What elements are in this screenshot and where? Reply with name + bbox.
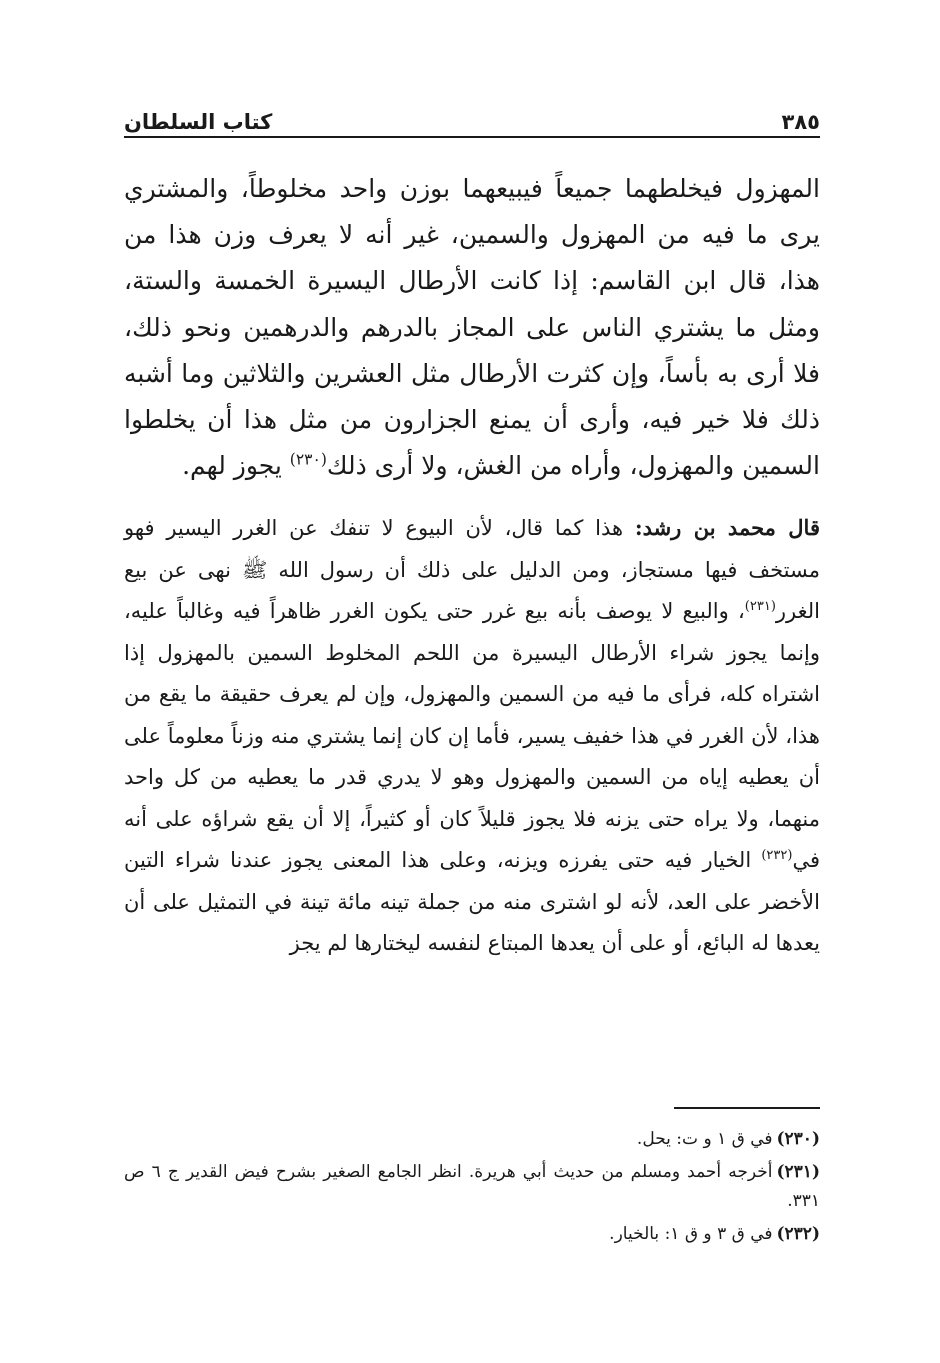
paragraph-2-lead: قال محمد بن رشد: xyxy=(634,515,820,541)
paragraph-2 xyxy=(124,507,820,965)
paragraph-2-text-a: هذا كما قال، لأن البيوع لا تنفك عن الغرر اليسير فهو مستخف فيها مستجاز، ومن الدليل على ذلك أن رسول الله ﷺ نهى عن بيع الغرر xyxy=(124,516,820,624)
footnote-ref-231: (٢٣١) xyxy=(744,599,776,615)
footnote-ref-230: (٢٣٠) xyxy=(289,450,327,469)
footnote-231 xyxy=(124,1158,820,1216)
footnote-text: أخرجه أحمد ومسلم من حديث أبي هريرة. انظر الجامع الصغير بشرح فيض القدير ج ٦ ص ٣٣١. xyxy=(124,1162,820,1211)
footnote-text: في ق ٣ و ق ١: بالخيار. xyxy=(609,1224,773,1244)
footnote-230 xyxy=(124,1125,820,1154)
body-text xyxy=(124,166,820,965)
footnote-number: (٢٣٢) xyxy=(776,1224,820,1244)
paragraph-1-text-a: المهزول فيخلطهما جميعاً فيبيعهما بوزن واحد مخلوطاً، والمشتري يرى ما فيه من المهزول والسمين، غير أنه لا يعرف وزن هذا من هذا، قال ابن القاسم: إذا كانت الأرطال اليسيرة الخمسة والستة، ومثل ما يشتري الناس على المجاز بالدرهم والدرهمين ونحو ذلك، فلا أرى به بأساً، وإن كثرت الأرطال مثل العشرين والثلاثين وما أشبه ذلك فلا خير فيه، وأرى أن يمنع الجزارون من مثل هذا أن يخلطوا السمين والمهزول، وأراه من الغش، ولا أرى ذلك xyxy=(124,174,820,481)
footnote-text: في ق ١ و ت: يحل. xyxy=(636,1129,773,1149)
running-title: كتاب السلطان xyxy=(124,110,273,134)
running-header xyxy=(124,98,820,138)
footnote-232 xyxy=(124,1220,820,1249)
paragraph-1-text-b: يجوز لهم. xyxy=(182,451,290,481)
footnote-ref-232: (٢٣٢) xyxy=(761,848,793,864)
footnote-number: (٢٣٠) xyxy=(776,1129,820,1149)
paragraph-2-text-b: ، والبيع لا يوصف بأنه بيع غرر حتى يكون الغرر ظاهراً فيه وغالباً عليه، وإنما يجوز شراء الأرطال اليسيرة من اللحم المخلوط السمين بالمهزول إذا اشتراه كله، فرأى ما فيه من السمين والمهزول، وإن لم يعرف حقيقة ما يقع من هذا، لأن الغرر في هذا خفيف يسير، فأما إن كان إنما يشتري منه وزناً معلوماً على أن يعطيه إياه من السمين والمهزول وهو لا يدري قدر ما يعطيه من كل واحد منهما، ولا يراه حتى يزنه فلا يجوز قليلاً كان أو كثيراً، إلا أن يقع شراؤه على أنه في xyxy=(124,599,820,873)
paragraph-1 xyxy=(124,166,820,489)
footnote-number: (٢٣١) xyxy=(776,1162,820,1182)
paragraph-2-text-c: الخيار فيه حتى يفرزه ويزنه، وعلى هذا المعنى يجوز عندنا شراء التين الأخضر على العد، لأنه لو اشترى منه من جملة تينه مائة تينة في التمثيل على أن يعدها له البائع، أو على أن يعدها المبتاع لنفسه ليختارها لم يجز xyxy=(124,848,820,956)
footnotes xyxy=(124,1125,820,1253)
footnote-separator xyxy=(674,1107,820,1109)
page-number: ٣٨٥ xyxy=(781,110,820,134)
